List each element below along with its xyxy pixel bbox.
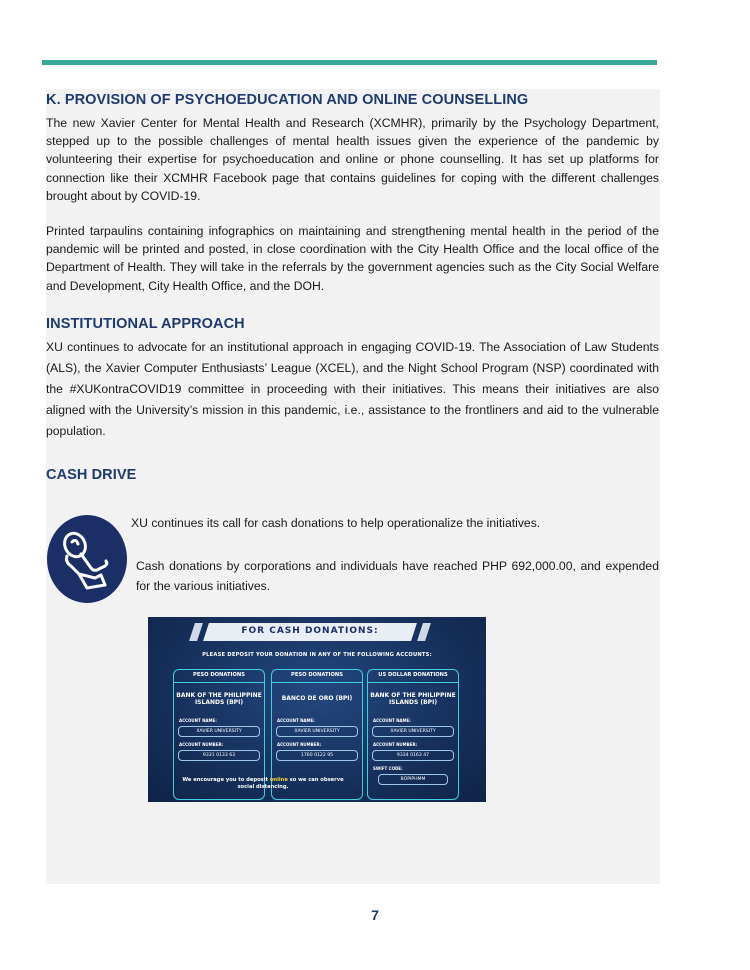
banner-footnote bbox=[178, 777, 348, 791]
card-number-label: ACCOUNT NUMBER: bbox=[179, 742, 224, 747]
account-card-usd-bpi bbox=[367, 669, 459, 800]
footnote-text-end: so we can observe social distancing. bbox=[237, 777, 344, 790]
section-k-paragraph-2: Printed tarpaulins containing infographics on maintaining and strengthening mental health in the period of the pandemic will be printed and posted, in close coordination with the City Health Office and the local office of the Department of Health. They will take in the referrals by the government agencies such as the City Social Welfare and Development, City Health Office, and the DOH. bbox=[46, 224, 659, 293]
card-swift-code: BOPIPHMM bbox=[378, 774, 448, 785]
institutional-heading: INSTITUTIONAL APPROACH bbox=[46, 316, 245, 332]
card-name-label: ACCOUNT NAME: bbox=[277, 718, 315, 723]
card-number-label: ACCOUNT NUMBER: bbox=[373, 742, 418, 747]
section-k-heading: K. PROVISION OF PSYCHOEDUCATION AND ONLINE COUNSELLING bbox=[46, 92, 529, 108]
card-account-name: XAVIER UNIVERSITY bbox=[178, 726, 260, 737]
cash-donation-banner bbox=[148, 617, 486, 802]
footnote-highlight: online bbox=[269, 777, 288, 783]
card-head: PESO DONATIONS bbox=[271, 669, 363, 683]
card-swift-label: SWIFT CODE: bbox=[373, 766, 403, 771]
footnote-text: We encourage you to deposit bbox=[182, 777, 270, 783]
cash-drive-paragraph: Cash donations by corporations and individuals have reached PHP 692,000.00, and expended for the various initiatives. bbox=[136, 559, 659, 593]
cash-drive-heading: CASH DRIVE bbox=[46, 467, 137, 483]
banner-stripe-left bbox=[189, 623, 203, 641]
banner-subtitle: PLEASE DEPOSIT YOUR DONATION IN ANY OF THE FOLLOWING ACCOUNTS: bbox=[202, 652, 432, 658]
cash-drive-line: XU continues its call for cash donations to help operationalize the initiatives. bbox=[131, 516, 541, 530]
hand-coin-icon bbox=[47, 515, 127, 603]
card-account-number: 1760 0122 95 bbox=[276, 750, 358, 761]
card-number-label: ACCOUNT NUMBER: bbox=[277, 742, 322, 747]
card-bank: BANK OF THE PHILIPPINE ISLANDS (BPI) bbox=[370, 692, 456, 706]
banner-stripe-right bbox=[417, 623, 431, 641]
card-account-number: 9331 0133 63 bbox=[178, 750, 260, 761]
card-account-name: XAVIER UNIVERSITY bbox=[276, 726, 358, 737]
card-head: US DOLLAR DONATIONS bbox=[367, 669, 459, 683]
card-account-number: 9334 0163 47 bbox=[372, 750, 454, 761]
banner-title: FOR CASH DONATIONS: bbox=[241, 626, 379, 636]
card-name-label: ACCOUNT NAME: bbox=[373, 718, 411, 723]
card-account-name: XAVIER UNIVERSITY bbox=[372, 726, 454, 737]
card-bank: BANK OF THE PHILIPPINE ISLANDS (BPI) bbox=[176, 692, 262, 706]
institutional-paragraph: XU continues to advocate for an institutional approach in engaging COVID-19. The Association of Law Students (ALS), the Xavier Computer Enthusiasts’ League (XCEL), and the Night School Program (NSP) coordinated with the #XUKontraCOVID19 committee in proceeding with their initiatives. This means their initiatives are also aligned with the University’s mission in this pandemic, i.e., assistance to the frontliners and aid to the vulnerable population. bbox=[46, 340, 659, 438]
page-number: 7 bbox=[371, 907, 379, 923]
section-k-paragraph-1: The new Xavier Center for Mental Health and Research (XCMHR), primarily by the Psychology Department, stepped up to the possible challenges of mental health issues given the experience of the pandemic by volunteering their expertise for psychoeducation and online or phone counselling. It has set up platforms for connection like their XCMHR Facebook page that contains guidelines for coping with the different challenges brought about by COVID-19. bbox=[46, 116, 659, 203]
top-divider bbox=[42, 60, 657, 65]
card-head: PESO DONATIONS bbox=[173, 669, 265, 683]
card-bank: BANCO DE ORO (BPI) bbox=[281, 695, 353, 702]
card-name-label: ACCOUNT NAME: bbox=[179, 718, 217, 723]
